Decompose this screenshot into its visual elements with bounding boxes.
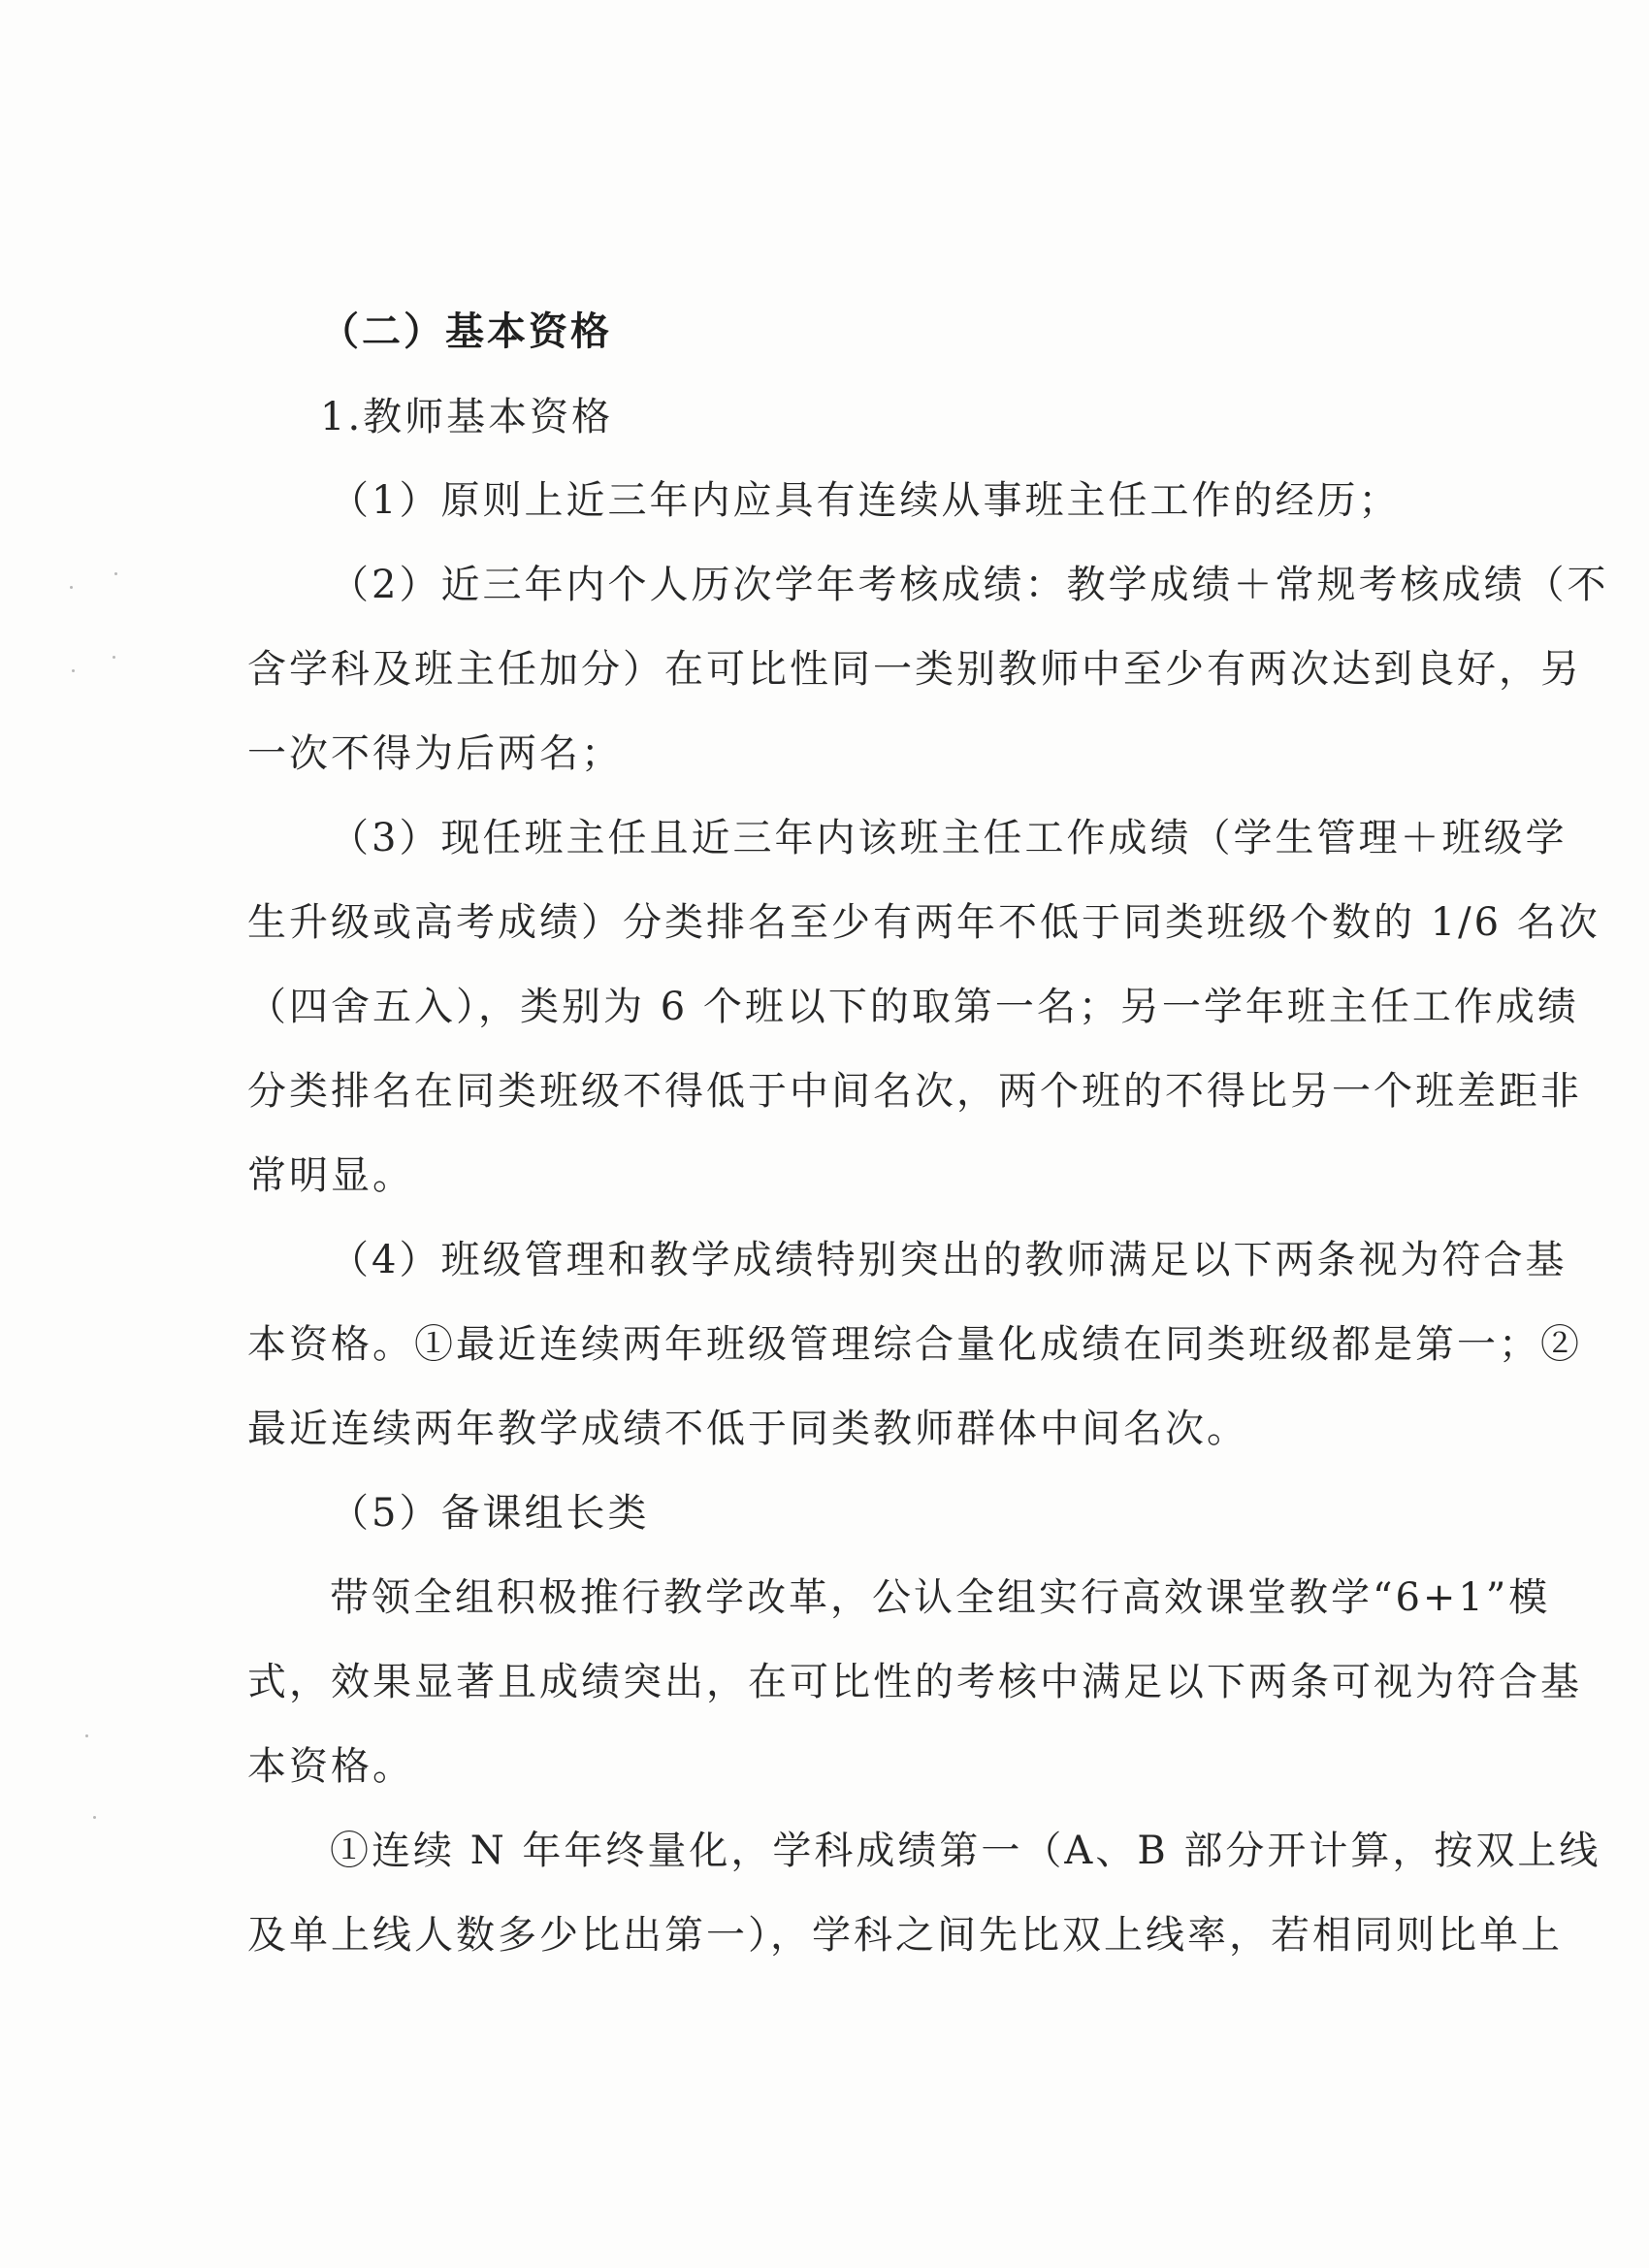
paragraph-line: 最近连续两年教学成绩不低于同类教师群体中间名次。 <box>247 1407 1248 1451</box>
section-heading: （二）基本资格 <box>320 309 612 354</box>
scan-speck <box>93 1816 96 1819</box>
paragraph-line: 及单上线人数多少比出第一），学科之间先比双上线率，若相同则比单上 <box>247 1913 1563 1958</box>
paragraph-line: （2）近三年内个人历次学年考核成绩：教学成绩＋常规考核成绩（不 <box>330 563 1609 607</box>
paragraph-line: （四舍五入），类别为 6 个班以下的取第一名；另一学年班主任工作成绩 <box>247 985 1579 1029</box>
paragraph-line: 常明显。 <box>247 1153 414 1198</box>
paragraph-line: 一次不得为后两名； <box>247 731 623 776</box>
scan-speck <box>113 656 115 659</box>
paragraph-line: 式，效果显著且成绩突出，在可比性的考核中满足以下两条可视为符合基 <box>247 1660 1582 1704</box>
scan-speck <box>72 669 75 672</box>
paragraph-line: ①连续 N 年年终量化，学科成绩第一（A、B 部分开计算，按双上线 <box>330 1829 1601 1873</box>
paragraph-line: 带领全组积极推行教学改革，公认全组实行高效课堂教学“6+1”模 <box>330 1575 1551 1620</box>
subheading: 1.教师基本资格 <box>320 395 614 439</box>
paragraph-line: 本资格。 <box>247 1744 414 1789</box>
scan-speck <box>114 572 117 575</box>
paragraph-line: （3）现任班主任且近三年内该班主任工作成绩（学生管理＋班级学 <box>330 816 1568 860</box>
paragraph-line: （4）班级管理和教学成绩特别突出的教师满足以下两条视为符合基 <box>330 1238 1568 1282</box>
scan-speck <box>85 1734 88 1737</box>
paragraph-line: 分类排名在同类班级不得低于中间名次，两个班的不得比另一个班差距非 <box>247 1069 1582 1114</box>
paragraph-line: 本资格。①最近连续两年班级管理综合量化成绩在同类班级都是第一；② <box>247 1322 1582 1367</box>
paragraph-line: 含学科及班主任加分）在可比性同一类别教师中至少有两次达到良好，另 <box>247 647 1582 692</box>
scan-speck <box>70 586 73 589</box>
paragraph-line: （1）原则上近三年内应具有连续从事班主任工作的经历； <box>330 478 1401 523</box>
paragraph-line: （5）备课组长类 <box>330 1491 650 1536</box>
paragraph-line: 生升级或高考成绩）分类排名至少有两年不低于同类班级个数的 1/6 名次 <box>247 900 1600 945</box>
